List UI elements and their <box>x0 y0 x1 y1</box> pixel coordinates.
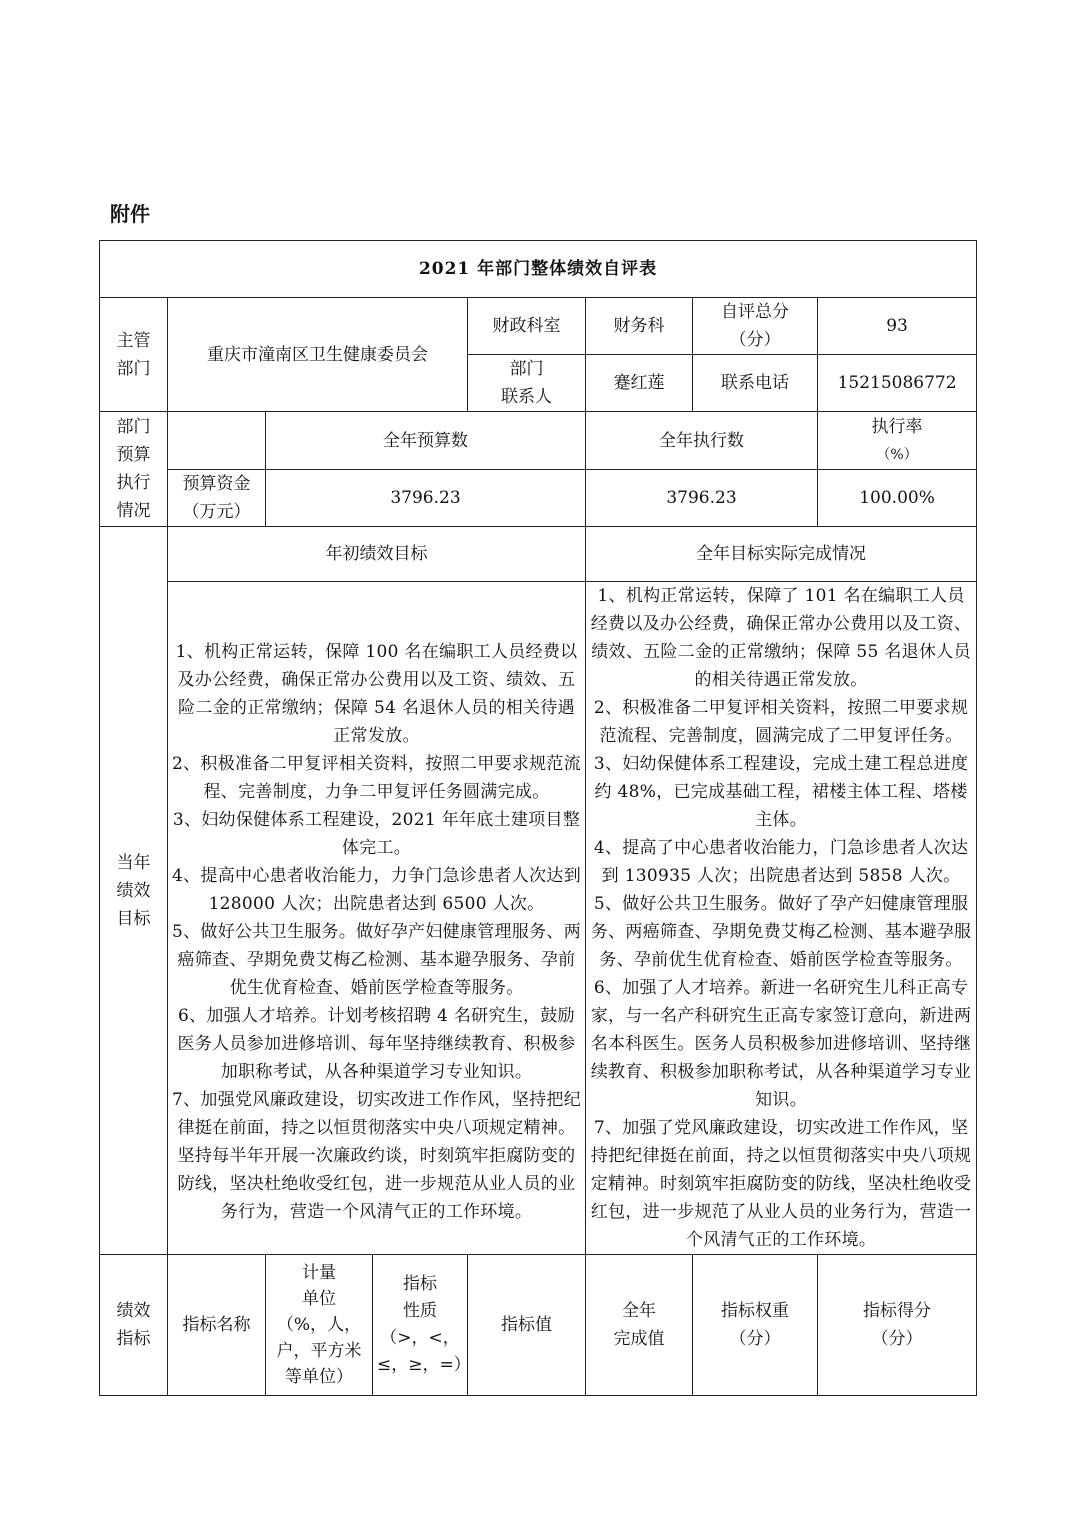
finance-office-label: 财政科室 <box>468 298 586 355</box>
initial-goals-header: 年初绩效目标 <box>168 527 586 582</box>
nature-label: 指标 性质 （>，<， ≤，≥，=） <box>373 1255 468 1396</box>
contact-label: 部门 联系人 <box>468 355 586 412</box>
dept-name: 重庆市潼南区卫生健康委员会 <box>168 298 468 412</box>
goals-content-row <box>100 582 977 1255</box>
initial-goal-item: 4、提高中心患者收治能力，力争门急诊患者人次达到 128000 人次；出院患者达到 6500 人次。 <box>172 866 582 914</box>
annual-budget-value: 3796.23 <box>266 470 586 527</box>
actual-goal-item: 6、加强了人才培养。新进一名研究生儿科正高专家，与一名产科研究生正高专家签订意向，新进两名本科医生。医务人员积极参加进修培训、坚持继续教育、积极参加职称考试，从各种渠道学习专业知识。 <box>590 978 972 1110</box>
finance-office-value: 财务科 <box>586 298 693 355</box>
actual-goal-item: 3、妇幼保健体系工程建设，完成土建工程总进度约 48%，已完成基础工程，裙楼主体工程、塔楼主体。 <box>593 754 969 830</box>
goals-label: 当年 绩效 目标 <box>100 527 168 1255</box>
annual-budget-label: 全年预算数 <box>266 412 586 470</box>
self-score-label: 自评总分 （分） <box>693 298 818 355</box>
title-row <box>100 241 977 298</box>
actual-goal-item: 4、提高了中心患者收治能力，门急诊患者人次达到 130935 人次；出院患者达到 5858 人次。 <box>593 838 969 886</box>
execution-rate-value: 100.00% <box>818 470 977 527</box>
indicator-value-label: 指标值 <box>468 1255 586 1396</box>
actual-goal-item: 7、加强了党风廉政建设，切实改进工作作风，坚持把纪律挺在前面，持之以恒贯彻落实中央八项规定精神。时刻筑牢拒腐防变的防线，坚决杜绝收受红包，进一步规范了从业人员的业务行为，营造一个风清气正的工作环境。 <box>590 1118 972 1250</box>
annual-execution-value: 3796.23 <box>586 470 818 527</box>
budget-row-label: 预算资金 （万元） <box>168 470 266 527</box>
initial-goal-item: 3、妇幼保健体系工程建设，2021 年年底土建项目整体完工。 <box>172 810 581 858</box>
indicator-name-label: 指标名称 <box>168 1255 266 1396</box>
execution-rate-label: 执行率 （%） <box>818 412 977 470</box>
phone-label: 联系电话 <box>693 355 818 412</box>
dept-label: 主管 部门 <box>100 298 168 412</box>
table-title: 2021 年部门整体绩效自评表 <box>100 241 977 298</box>
goals-header-row <box>100 527 977 582</box>
initial-goal-item: 6、加强人才培养。计划考核招聘 4 名研究生，鼓励医务人员参加进修培训、每年坚持继续教育、积极参加职称考试，从各种渠道学习专业知识。 <box>177 1006 576 1082</box>
dept-row-1 <box>100 298 977 355</box>
budget-label: 部门 预算 执行 情况 <box>100 412 168 527</box>
budget-corner-cell <box>168 412 266 470</box>
initial-goal-item: 2、积极准备二甲复评相关资料，按照二甲要求规范流程、完善制度，力争二甲复评任务圆满完成。 <box>172 754 582 802</box>
attachment-label: 附件 <box>110 202 150 226</box>
initial-goal-item: 5、做好公共卫生服务。做好孕产妇健康管理服务、两癌筛查、孕期免费艾梅乙检测、基本避孕服务、孕前优生优育检查、婚前医学检查等服务。 <box>172 922 582 998</box>
performance-self-evaluation-table <box>99 240 977 1396</box>
budget-header-row <box>100 412 977 470</box>
unit-label: 计量 单位 （%，人， 户，平方米 等单位） <box>266 1255 373 1396</box>
actual-goals-header: 全年目标实际完成情况 <box>586 527 977 582</box>
phone-value: 15215086772 <box>818 355 977 412</box>
initial-goal-item: 7、加强党风廉政建设，切实改进工作作风，坚持把纪律挺在前面，持之以恒贯彻落实中央八项规定精神。坚持每半年开展一次廉政约谈，时刻筑牢拒腐防变的防线，坚决杜绝收受红包，进一步规范从业人员的业务行为，营造一个风清气正的工作环境。 <box>172 1090 582 1222</box>
weight-label: 指标权重 （分） <box>693 1255 818 1396</box>
initial-goals-text <box>168 582 586 1255</box>
indicators-label: 绩效 指标 <box>100 1255 168 1396</box>
completion-value-label: 全年 完成值 <box>586 1255 693 1396</box>
indicators-header-row <box>100 1255 977 1396</box>
contact-value: 蹇红莲 <box>586 355 693 412</box>
annual-execution-label: 全年执行数 <box>586 412 818 470</box>
actual-goal-item: 1、机构正常运转，保障了 101 名在编职工人员经费以及办公经费，确保正常办公费用以及工资、绩效、五险二金的正常缴纳；保障 55 名退休人员的相关待遇正常发放。 <box>590 586 972 690</box>
actual-goal-item: 5、做好公共卫生服务。做好了孕产妇健康管理服务、两癌筛查、孕期免费艾梅乙检测、基本避孕服务、孕前优生优育检查、婚前医学检查等服务。 <box>590 894 972 970</box>
initial-goal-item: 1、机构正常运转，保障 100 名在编职工人员经费以及办公经费，确保正常办公费用以及工资、绩效、五险二金的正常缴纳；保障 54 名退休人员的相关待遇正常发放。 <box>175 642 578 746</box>
self-score-value: 93 <box>818 298 977 355</box>
actual-goal-item: 2、积极准备二甲复评相关资料，按照二甲要求规范流程、完善制度，圆满完成了二甲复评任务。 <box>593 698 969 746</box>
actual-goals-text <box>586 582 977 1255</box>
score-label: 指标得分 （分） <box>818 1255 977 1396</box>
budget-value-row <box>100 470 977 527</box>
